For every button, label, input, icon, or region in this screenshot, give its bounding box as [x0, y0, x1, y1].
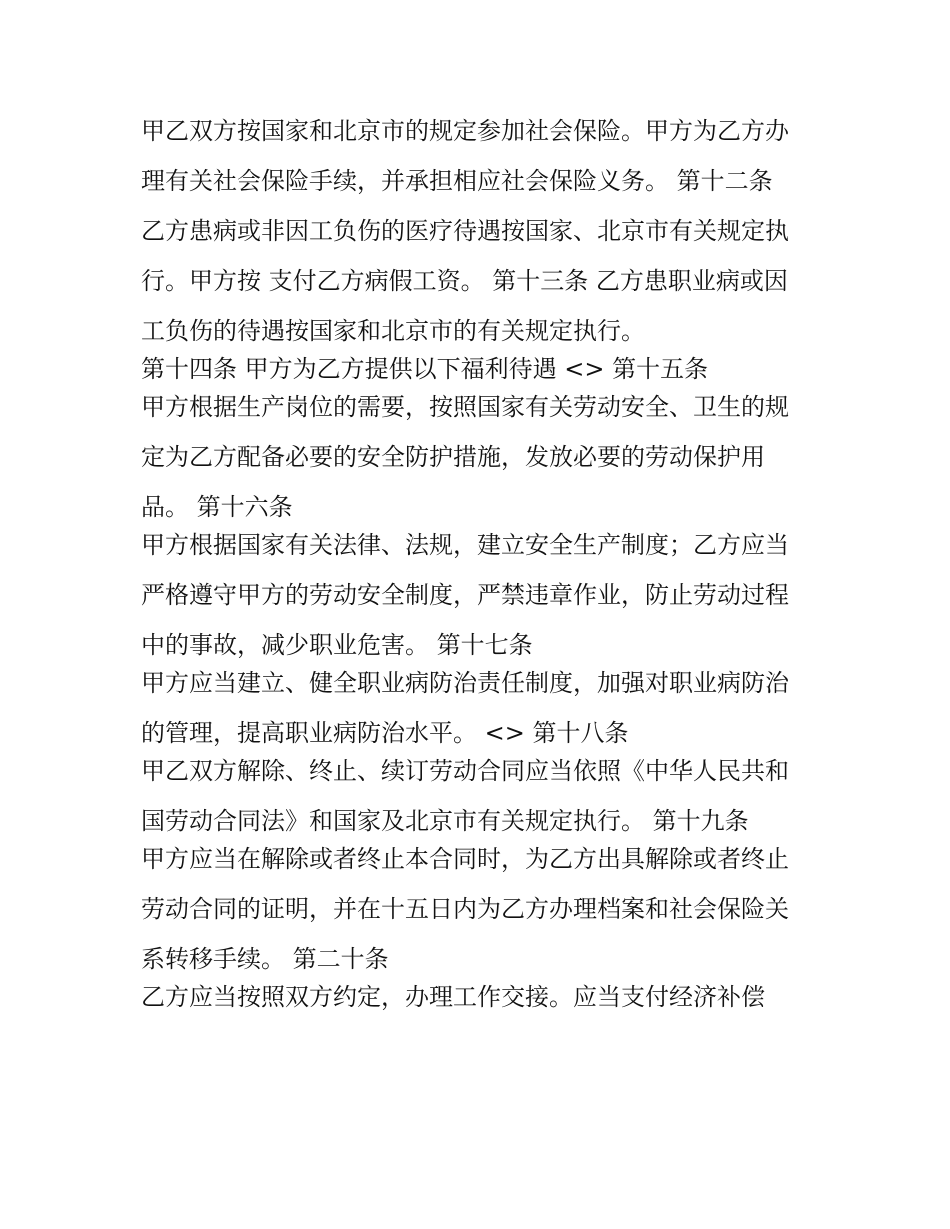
text-line: 甲乙双方按国家和北京市的规定参加社会保险。甲方为乙方办	[141, 117, 789, 145]
text-line: 甲方根据生产岗位的需要，按照国家有关劳动安全、卫生的规	[141, 393, 789, 421]
text-line: 定为乙方配备必要的安全防护措施，发放必要的劳动保护用	[141, 443, 765, 471]
text-line: 甲方应当在解除或者终止本合同时，为乙方出具解除或者终止	[141, 845, 789, 873]
text-line: 工负伤的待遇按国家和北京市的有关规定执行。	[141, 317, 645, 345]
text-line: 行。甲方按 支付乙方病假工资。 第十三条 乙方患职业病或因	[141, 267, 788, 295]
document-body	[141, 112, 831, 1016]
text-line: 国劳动合同法》和国家及北京市有关规定执行。 第十九条	[141, 807, 749, 835]
text-line: 中的事故，减少职业危害。 第十七条	[141, 631, 533, 659]
text-line: 甲乙双方解除、终止、续订劳动合同应当依照《中华人民共和	[141, 757, 789, 785]
text-line: 甲方根据国家有关法律、法规，建立安全生产制度；乙方应当	[141, 531, 789, 559]
text-line: 乙方应当按照双方约定，办理工作交接。应当支付经济补偿	[141, 983, 765, 1011]
text-line: 的管理，提高职业病防治水平。 <> 第十八条	[141, 719, 629, 747]
text-line: 第十四条 甲方为乙方提供以下福利待遇 <> 第十五条	[141, 355, 709, 383]
text-line: 严格遵守甲方的劳动安全制度，严禁违章作业，防止劳动过程	[141, 581, 789, 609]
text-line: 系转移手续。 第二十条	[141, 945, 389, 973]
text-line: 品。 第十六条	[141, 493, 293, 521]
text-line: 劳动合同的证明，并在十五日内为乙方办理档案和社会保险关	[141, 895, 789, 923]
text-line: 理有关社会保险手续，并承担相应社会保险义务。 第十二条	[141, 167, 773, 195]
text-line: 乙方患病或非因工负伤的医疗待遇按国家、北京市有关规定执	[141, 217, 789, 245]
text-line: 甲方应当建立、健全职业病防治责任制度，加强对职业病防治	[141, 669, 789, 697]
